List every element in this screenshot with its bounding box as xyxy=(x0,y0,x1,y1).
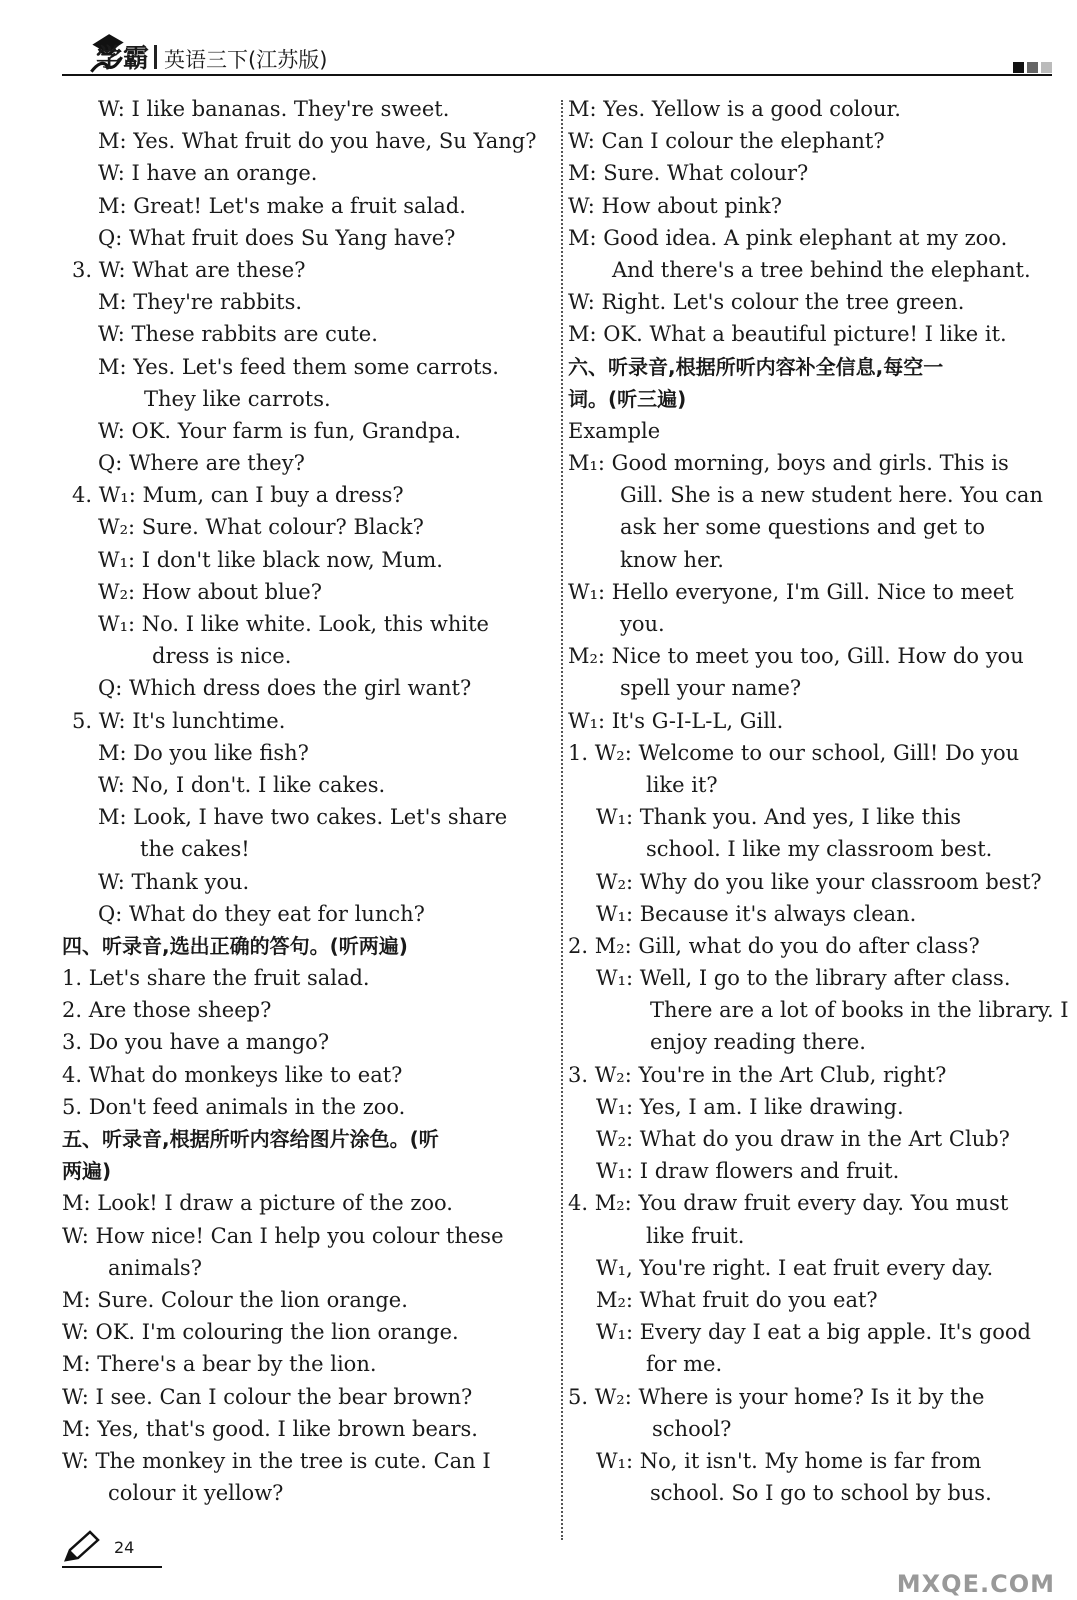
text-line: Example xyxy=(568,418,661,443)
text-line: W: I like bananas. They're sweet. xyxy=(98,97,450,121)
text-line: M: They're rabbits. xyxy=(98,290,303,315)
text-line: 1. W₂: Welcome to our school, Gill! Do you xyxy=(568,740,1020,765)
text-line: W₁: Thank you. And yes, I like this xyxy=(596,805,962,830)
text-line: M₂: Nice to meet you too, Gill. How do you xyxy=(568,644,1024,669)
text-line: M: Great! Let's make a fruit salad. xyxy=(98,193,466,218)
text-line: Q: What do they eat for lunch? xyxy=(98,901,425,926)
text-line: 3. W: What are these? xyxy=(72,257,306,282)
text-line: W: Can I colour the elephant? xyxy=(568,129,885,154)
text-line: W: I have an orange. xyxy=(98,161,318,186)
text-line: M: Sure. What colour? xyxy=(568,161,809,186)
text-line: W₂: Sure. What colour? Black? xyxy=(98,515,424,540)
text-line: W: Thank you. xyxy=(98,869,250,894)
text-line: school. So I go to school by bus. xyxy=(650,1481,992,1506)
text-line: W: These rabbits are cute. xyxy=(98,322,378,347)
text-line: W: Right. Let's colour the tree green. xyxy=(568,290,965,315)
text-line: W₂: Why do you like your classroom best? xyxy=(596,869,1042,894)
page-number: 24 xyxy=(114,1538,135,1557)
text-line: Gill. She is a new student here. You can xyxy=(620,483,1043,508)
text-line: M₁: Good morning, boys and girls. This is xyxy=(568,451,1009,476)
text-line: There are a lot of books in the library. I xyxy=(650,998,1069,1023)
text-line: W₁: Yes, I am. I like drawing. xyxy=(596,1094,904,1119)
text-line: 1. Let's share the fruit salad. xyxy=(62,966,370,991)
text-line: ask her some questions and get to xyxy=(620,515,985,540)
text-line: W: OK. I'm colouring the lion orange. xyxy=(62,1320,459,1345)
watermark: MXQE.COM xyxy=(896,1570,1055,1598)
book-subject: 英语三下(江苏版) xyxy=(164,48,328,72)
text-line: And there's a tree behind the elephant. xyxy=(612,257,1031,282)
text-line: W₁: I don't like black now, Mum. xyxy=(98,547,443,572)
text-line: colour it yellow? xyxy=(108,1481,284,1506)
text-line: W: OK. Your farm is fun, Grandpa. xyxy=(98,418,461,443)
text-line: 3. W₂: You're in the Art Club, right? xyxy=(568,1062,947,1087)
header-squares xyxy=(1013,62,1052,73)
square-dark xyxy=(1013,62,1024,73)
text-line: 4. What do monkeys like to eat? xyxy=(62,1062,403,1087)
section-heading: 四、听录音,选出正确的答句。(听两遍) xyxy=(62,933,408,958)
footer-rule xyxy=(62,1566,162,1568)
text-line: W₂: What do you draw in the Art Club? xyxy=(596,1127,1010,1151)
text-line: Q: Where are they? xyxy=(98,451,305,476)
section-heading: 词。(听三遍) xyxy=(568,386,687,411)
text-line: like it? xyxy=(646,772,718,797)
text-line: W: I see. Can I colour the bear brown? xyxy=(62,1384,473,1409)
section-heading: 六、听录音,根据所听内容补全信息,每空一 xyxy=(568,354,944,379)
text-line: 5. W₂: Where is your home? Is it by the xyxy=(568,1384,985,1409)
text-line: W₁: It's G-I-L-L, Gill. xyxy=(568,708,784,733)
text-line: Q: What fruit does Su Yang have? xyxy=(98,225,456,250)
header-divider xyxy=(154,45,157,69)
text-line: They like carrots. xyxy=(144,386,331,411)
square-mid xyxy=(1027,62,1038,73)
pencil-icon xyxy=(62,1530,102,1564)
left-column xyxy=(62,93,552,1509)
text-line: M₂: What fruit do you eat? xyxy=(596,1287,878,1312)
text-line: animals? xyxy=(108,1255,202,1280)
text-line: M: Yes. Let's feed them some carrots. xyxy=(98,354,499,379)
text-line: W: No, I don't. I like cakes. xyxy=(98,772,386,797)
text-line: 4. W₁: Mum, can I buy a dress? xyxy=(72,483,404,508)
text-line: spell your name? xyxy=(620,676,802,701)
text-line: M: Good idea. A pink elephant at my zoo. xyxy=(568,225,1008,250)
text-line: M: Do you like fish? xyxy=(98,740,309,765)
square-light xyxy=(1041,62,1052,73)
text-line: M: Look! I draw a picture of the zoo. xyxy=(62,1191,453,1216)
header-rule xyxy=(62,74,1052,76)
text-line: M: Yes, that's good. I like brown bears. xyxy=(62,1416,478,1441)
text-line: M: OK. What a beautiful picture! I like it. xyxy=(568,322,1007,347)
text-line: enjoy reading there. xyxy=(650,1030,866,1055)
right-column xyxy=(568,93,1069,1509)
text-line: M: Yes. Yellow is a good colour. xyxy=(568,97,901,121)
text-line: 5. W: It's lunchtime. xyxy=(72,708,286,733)
page-header xyxy=(62,30,1052,80)
text-line: 3. Do you have a mango? xyxy=(62,1030,330,1055)
text-line: the cakes! xyxy=(140,837,250,862)
text-line: M: There's a bear by the lion. xyxy=(62,1352,377,1377)
text-line: for me. xyxy=(646,1352,723,1377)
text-line: W₁: No, it isn't. My home is far from xyxy=(596,1448,982,1473)
text-line: M: Sure. Colour the lion orange. xyxy=(62,1287,408,1312)
section-heading: 五、听录音,根据所听内容给图片涂色。(听 xyxy=(62,1127,439,1151)
text-line: M: Look, I have two cakes. Let's share xyxy=(98,805,508,830)
text-line: you. xyxy=(620,612,665,636)
section-heading: 两遍) xyxy=(62,1159,112,1184)
text-line: W₁: I draw flowers and fruit. xyxy=(596,1159,900,1184)
text-line: W₁: Hello everyone, I'm Gill. Nice to meet xyxy=(568,579,1014,604)
text-line: Q: Which dress does the girl want? xyxy=(98,676,472,701)
text-line: W: How nice! Can I help you colour these xyxy=(62,1223,504,1248)
text-line: know her. xyxy=(620,547,724,572)
brand-title: 学霸 xyxy=(96,44,151,74)
text-line: school? xyxy=(652,1416,732,1441)
page-footer xyxy=(62,1530,162,1570)
text-line: 2. Are those sheep? xyxy=(62,998,272,1023)
text-line: 4. M₂: You draw fruit every day. You must xyxy=(568,1191,1009,1216)
text-line: W₂: How about blue? xyxy=(98,579,322,604)
text-line: dress is nice. xyxy=(152,644,292,669)
text-line: W: How about pink? xyxy=(568,193,783,218)
column-divider xyxy=(561,100,563,1540)
text-line: 5. Don't feed animals in the zoo. xyxy=(62,1094,406,1119)
text-line: like fruit. xyxy=(646,1223,745,1248)
text-line: W₁: Well, I go to the library after class. xyxy=(596,966,1011,991)
text-line: W₁: Because it's always clean. xyxy=(596,901,917,926)
text-line: W₁: Every day I eat a big apple. It's good xyxy=(596,1320,1031,1345)
text-line: 2. M₂: Gill, what do you do after class? xyxy=(568,933,980,958)
text-line: school. I like my classroom best. xyxy=(646,837,993,862)
text-line: W₁, You're right. I eat fruit every day. xyxy=(596,1255,994,1280)
text-line: W: The monkey in the tree is cute. Can I xyxy=(62,1448,491,1473)
text-line: W₁: No. I like white. Look, this white xyxy=(98,612,489,636)
text-line: M: Yes. What fruit do you have, Su Yang? xyxy=(98,129,537,154)
